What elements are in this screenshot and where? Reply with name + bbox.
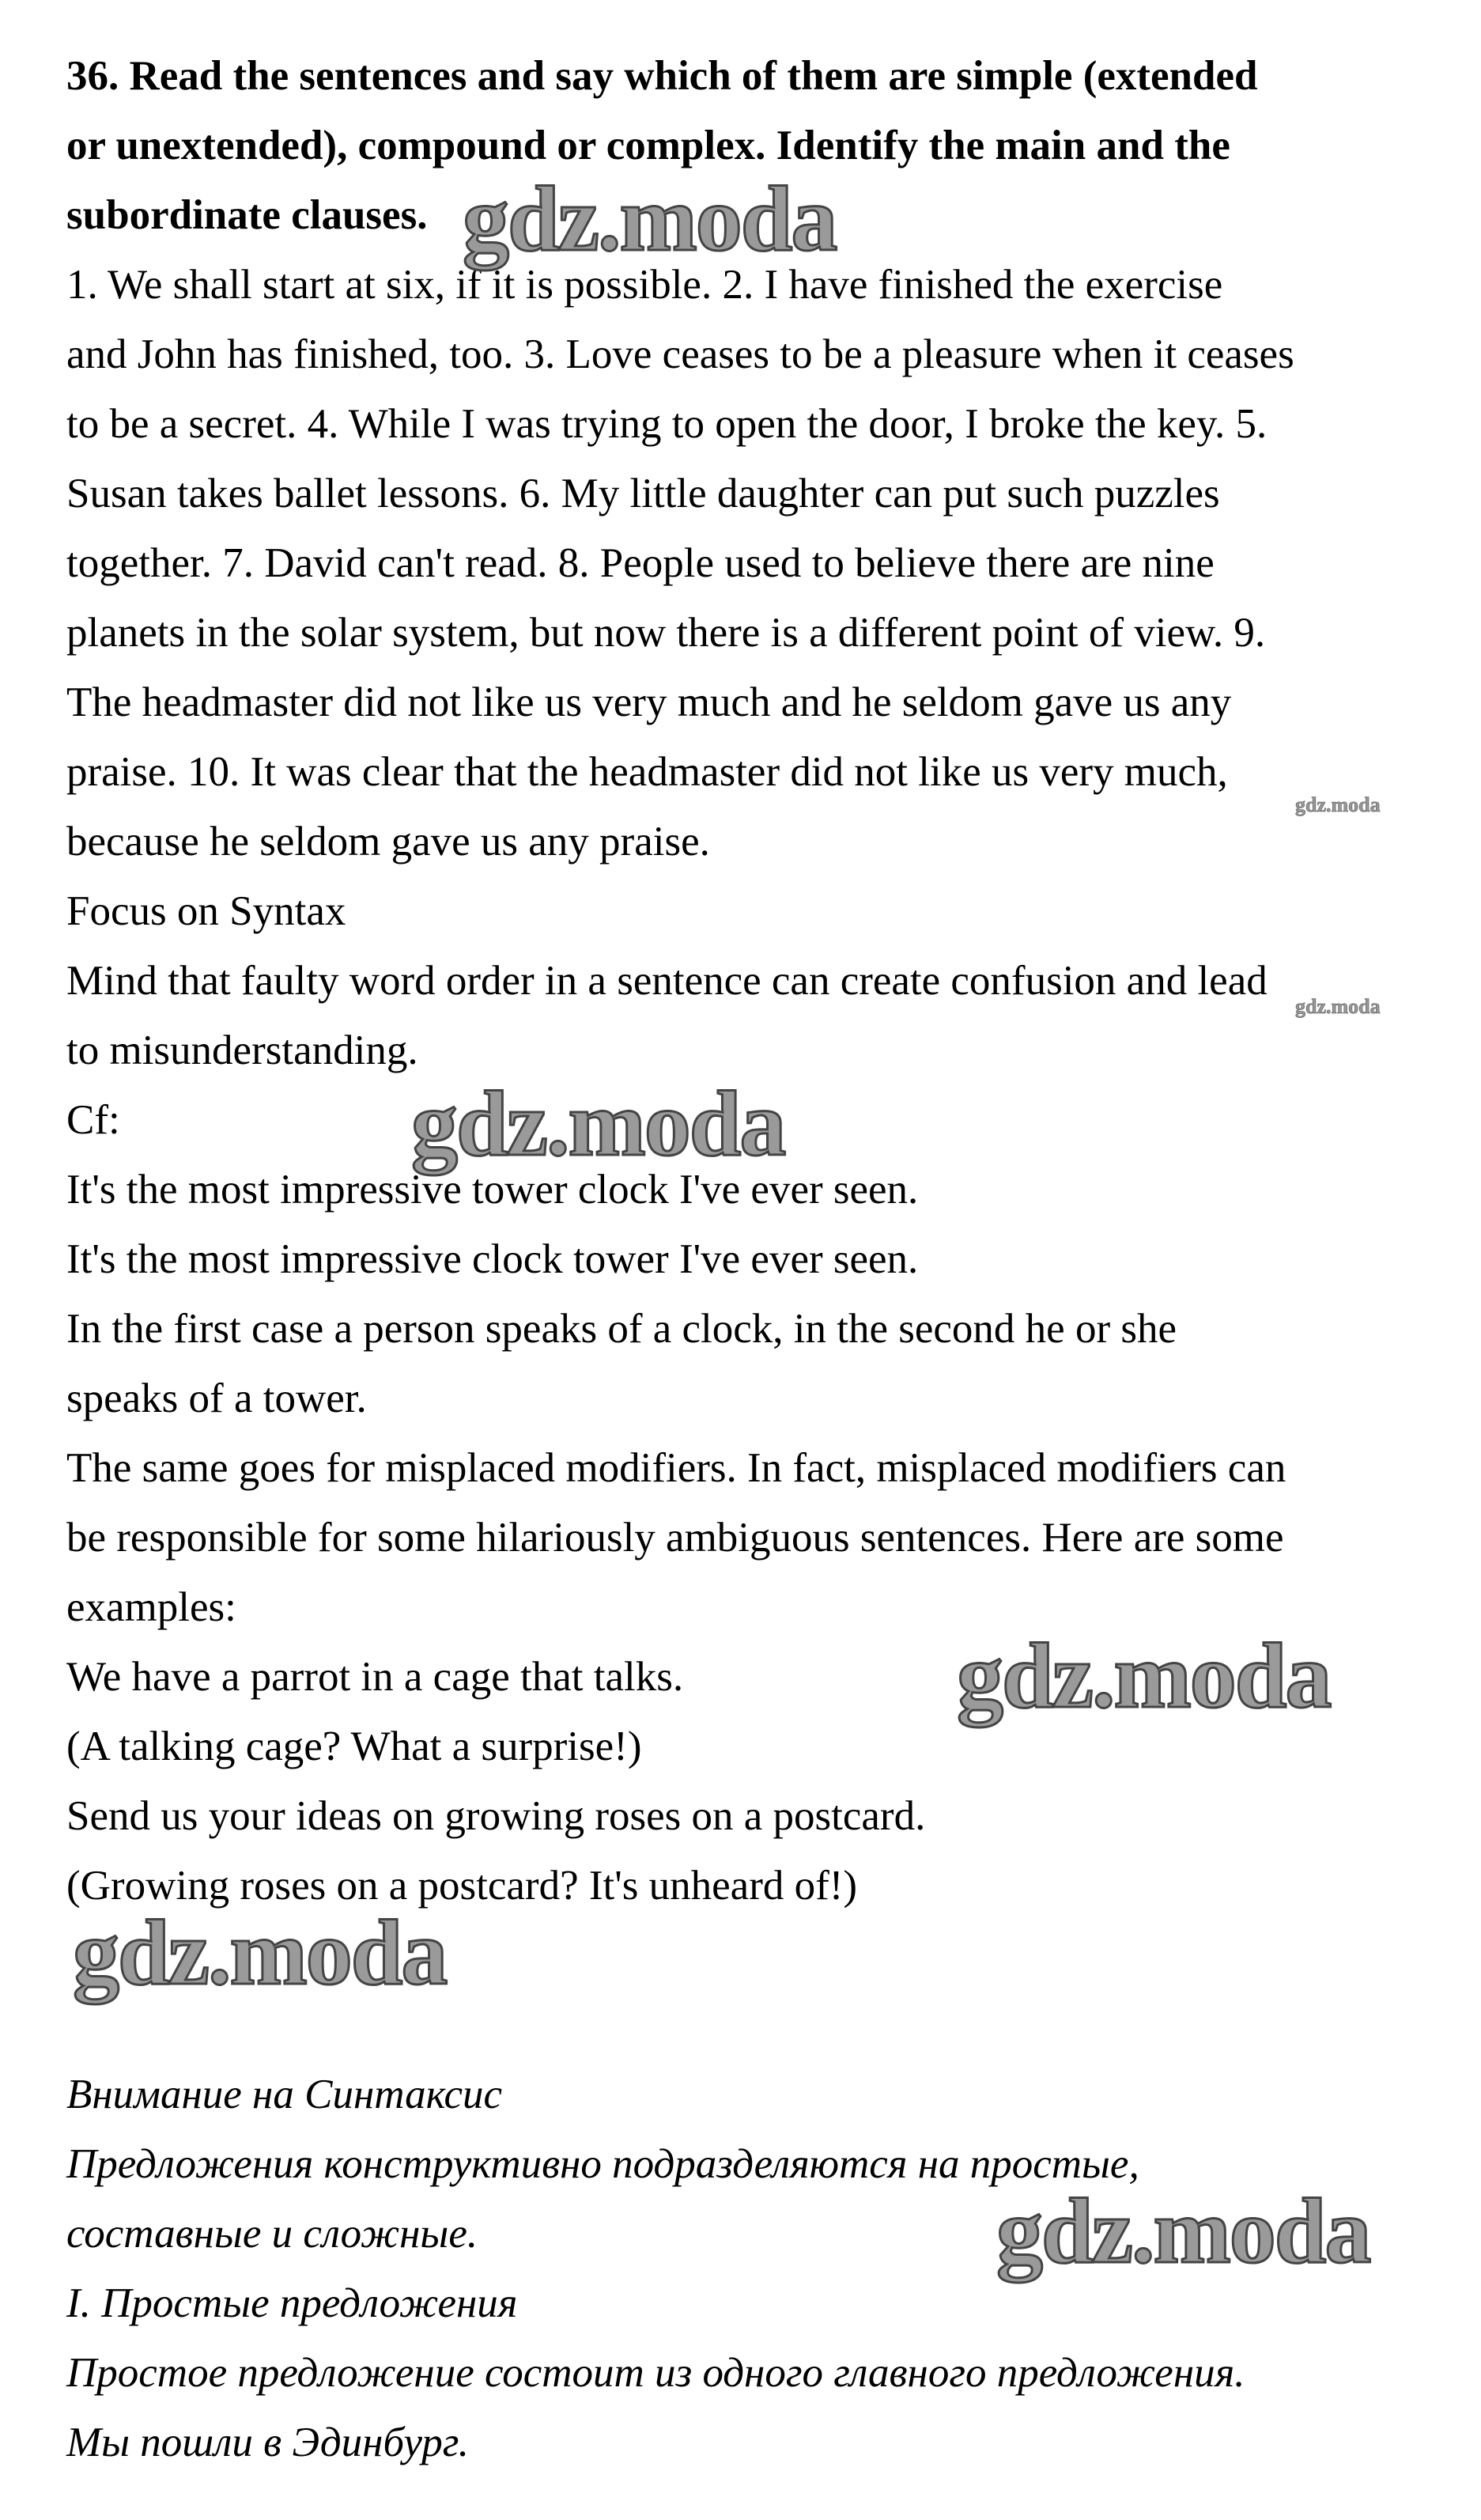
translation-line: Простое предложение состоит из одного главного предложения. <box>66 2350 1245 2396</box>
watermark: gdz.moda <box>73 1901 447 2004</box>
text-line: Focus on Syntax <box>66 888 346 934</box>
watermark: gdz.moda <box>411 1072 785 1175</box>
heading-line: subordinate clauses. <box>66 192 428 238</box>
text-line: because he seldom gave us any praise. <box>66 819 710 865</box>
text-line: to be a secret. 4. While I was trying to open the door, I broke the key. 5. <box>66 401 1268 447</box>
watermark: gdz.moda <box>957 1624 1331 1727</box>
text-line: examples: <box>66 1584 236 1630</box>
text-line: Cf: <box>66 1097 120 1143</box>
text-line: 1. We shall start at six, if it is possible. 2. I have finished the exercise <box>66 262 1223 308</box>
text-line: The same goes for misplaced modifiers. In fact, misplaced modifiers can <box>66 1445 1286 1491</box>
text-line: planets in the solar system, but now there is a different point of view. 9. <box>66 610 1266 656</box>
text-line: together. 7. David can't read. 8. People used to believe there are nine <box>66 540 1215 586</box>
text-line: and John has finished, too. 3. Love ceases to be a pleasure when it ceases <box>66 331 1294 377</box>
translation-line: Внимание на Синтаксис <box>66 2072 502 2117</box>
text-line: Send us your ideas on growing roses on a postcard. <box>66 1793 926 1839</box>
watermark: gdz.moda <box>1295 995 1381 1018</box>
text-line: praise. 10. It was clear that the headmaster did not like us very much, <box>66 749 1228 795</box>
translation-line: Мы пошли в Эдинбург. <box>66 2420 469 2465</box>
text-line: It's the most impressive tower clock I've ever seen. <box>66 1167 919 1213</box>
heading-line: or unextended), compound or complex. Identify the main and the <box>66 123 1230 168</box>
text-line: It's the most impressive clock tower I've ever seen. <box>66 1236 919 1282</box>
text-line: (A talking cage? What a surprise!) <box>66 1724 642 1769</box>
watermark: gdz.moda <box>463 167 837 271</box>
text-line: speaks of a tower. <box>66 1375 367 1421</box>
text-line: The headmaster did not like us very much and he seldom gave us any <box>66 679 1232 725</box>
watermark: gdz.moda <box>996 2179 1370 2283</box>
text-line: Susan takes ballet lessons. 6. My little daughter can put such puzzles <box>66 471 1220 516</box>
text-line: be responsible for some hilariously ambiguous sentences. Here are some <box>66 1515 1284 1561</box>
translation-line: составные и сложные. <box>66 2211 478 2257</box>
translation-line: Предложения конструктивно подразделяются на простые, <box>66 2141 1139 2187</box>
heading-line: 36. Read the sentences and say which of them are simple (extended <box>66 53 1258 99</box>
text-line: (Growing roses on a postcard? It's unheard of!) <box>66 1863 858 1909</box>
text-line: Mind that faulty word order in a sentence can create confusion and lead <box>66 958 1268 1004</box>
text-line: to misunderstanding. <box>66 1027 418 1073</box>
translation-line: I. Простые предложения <box>66 2280 518 2326</box>
watermark: gdz.moda <box>1295 793 1381 816</box>
text-line: In the first case a person speaks of a clock, in the second he or she <box>66 1306 1177 1352</box>
text-line: We have a parrot in a cage that talks. <box>66 1654 684 1700</box>
